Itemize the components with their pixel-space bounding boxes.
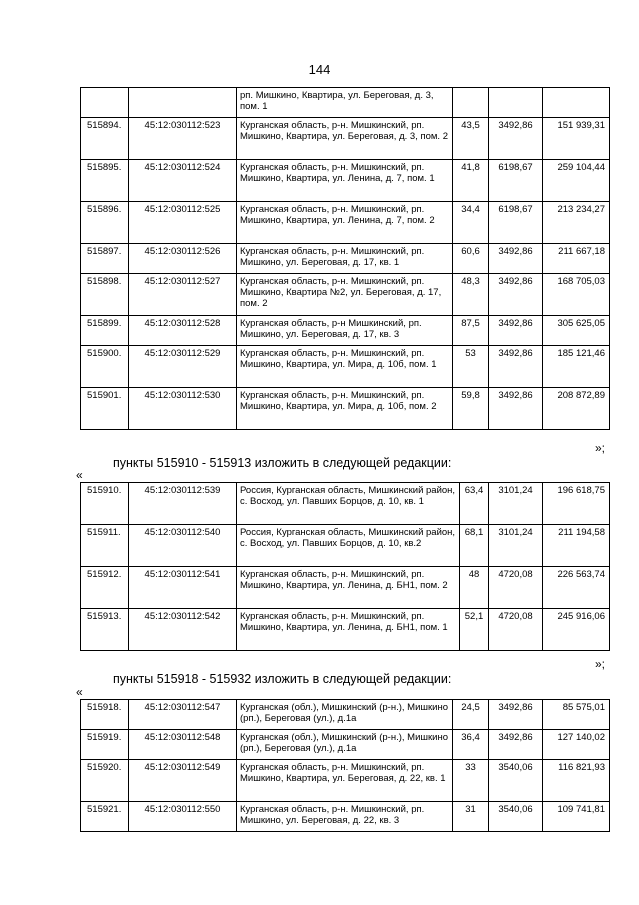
area: 48,3 — [453, 274, 489, 316]
cadastral-number: 45:12:030112:547 — [129, 700, 237, 730]
row-number: 515894. — [81, 118, 129, 160]
unit-value: 3540,06 — [489, 760, 543, 802]
address: рп. Мишкино, Квартира, ул. Береговая, д. 3, пом. 1 — [237, 88, 453, 118]
unit-value: 3492,86 — [489, 118, 543, 160]
cadastral-number: 45:12:030112:529 — [129, 346, 237, 388]
unit-value: 3492,86 — [489, 388, 543, 430]
cadastral-number: 45:12:030112:530 — [129, 388, 237, 430]
address: Курганская область, р-н. Мишкинский, рп. Мишкино, Квартира, ул. Ленина, д. БН1, пом. 2 — [237, 567, 460, 609]
cadastral-value: 196 618,75 — [543, 483, 610, 525]
unit-value: 3492,86 — [489, 346, 543, 388]
table-row — [81, 88, 610, 118]
address: Курганская область, р-н. Мишкинский, рп. Мишкино, Квартира, ул. Мира, д. 10б, пом. 2 — [237, 388, 453, 430]
cadastral-value: 185 121,46 — [543, 346, 610, 388]
row-number: 515899. — [81, 316, 129, 346]
cadastral-value: 208 872,89 — [543, 388, 610, 430]
cadastral-number: 45:12:030112:528 — [129, 316, 237, 346]
row-number: 515918. — [81, 700, 129, 730]
cadastral-number: 45:12:030112:541 — [129, 567, 237, 609]
row-number: 515920. — [81, 760, 129, 802]
cadastral-value: 305 625,05 — [543, 316, 610, 346]
table-row — [81, 525, 610, 567]
table-row — [81, 316, 610, 346]
area: 48 — [460, 567, 489, 609]
area: 33 — [453, 760, 489, 802]
area: 60,6 — [453, 244, 489, 274]
table-row — [81, 244, 610, 274]
unit-value: 3540,06 — [489, 802, 543, 832]
unit-value: 3492,86 — [489, 274, 543, 316]
row-number: 515912. — [81, 567, 129, 609]
cadastral-value: 213 234,27 — [543, 202, 610, 244]
address: Курганская область, р-н. Мишкинский, рп. Мишкино, Квартира, ул. Ленина, д. 7, пом. 1 — [237, 160, 453, 202]
cadastral-number: 45:12:030112:525 — [129, 202, 237, 244]
table-row — [81, 802, 610, 832]
area: 24,5 — [453, 700, 489, 730]
address: Россия, Курганская область, Мишкинский район, с. Восход, ул. Павших Борцов, д. 10, кв.2 — [237, 525, 460, 567]
address: Курганская область, р-н Мишкинский, рп. Мишкино, ул. Береговая, д. 17, кв. 3 — [237, 316, 453, 346]
address: Курганская область, р-н. Мишкинский, рп. Мишкино, Квартира, ул. Ленина, д. 7, пом. 2 — [237, 202, 453, 244]
unit-value: 3492,86 — [489, 244, 543, 274]
registry-table-1 — [80, 87, 610, 430]
cadastral-value: 109 741,81 — [543, 802, 610, 832]
area: 41,8 — [453, 160, 489, 202]
address: Курганская (обл.), Мишкинский (р-н.), Мишкино (рп.), Береговая (ул.), д.1а — [237, 730, 453, 760]
row-number: 515921. — [81, 802, 129, 832]
cadastral-number: 45:12:030112:540 — [129, 525, 237, 567]
opening-quote: « — [76, 468, 83, 482]
address: Курганская область, р-н. Мишкинский, рп. Мишкино, Квартира, ул. Мира, д. 10б, пом. 1 — [237, 346, 453, 388]
unit-value: 3101,24 — [489, 483, 543, 525]
cadastral-number — [129, 88, 237, 118]
unit-value: 4720,08 — [489, 609, 543, 651]
cadastral-number: 45:12:030112:542 — [129, 609, 237, 651]
row-number: 515901. — [81, 388, 129, 430]
table-row — [81, 483, 610, 525]
table-row — [81, 160, 610, 202]
area — [453, 88, 489, 118]
table-row — [81, 609, 610, 651]
row-number: 515919. — [81, 730, 129, 760]
unit-value: 4720,08 — [489, 567, 543, 609]
unit-value — [489, 88, 543, 118]
table-row — [81, 730, 610, 760]
area: 52,1 — [460, 609, 489, 651]
address: Курганская (обл.), Мишкинский (р-н.), Мишкино (рп.), Береговая (ул.), д.1а — [237, 700, 453, 730]
area: 63,4 — [460, 483, 489, 525]
table-row — [81, 274, 610, 316]
row-number — [81, 88, 129, 118]
cadastral-number: 45:12:030112:526 — [129, 244, 237, 274]
table-row — [81, 118, 610, 160]
unit-value: 3492,86 — [489, 316, 543, 346]
cadastral-value — [543, 88, 610, 118]
registry-table-2 — [80, 482, 610, 651]
row-number: 515910. — [81, 483, 129, 525]
area: 59,8 — [453, 388, 489, 430]
area: 43,5 — [453, 118, 489, 160]
cadastral-value: 168 705,03 — [543, 274, 610, 316]
closing-quote: »; — [595, 441, 606, 455]
cadastral-value: 259 104,44 — [543, 160, 610, 202]
address: Курганская область, р-н. Мишкинский, рп. Мишкино, ул. Береговая, д. 22, кв. 3 — [237, 802, 453, 832]
area: 36,4 — [453, 730, 489, 760]
area: 34,4 — [453, 202, 489, 244]
cadastral-number: 45:12:030112:549 — [129, 760, 237, 802]
cadastral-value: 127 140,02 — [543, 730, 610, 760]
row-number: 515913. — [81, 609, 129, 651]
area: 87,5 — [453, 316, 489, 346]
cadastral-value: 116 821,93 — [543, 760, 610, 802]
cadastral-number: 45:12:030112:527 — [129, 274, 237, 316]
address: Курганская область, р-н. Мишкинский, рп. Мишкино, Квартира, ул. Береговая, д. 22, кв. 1 — [237, 760, 453, 802]
row-number: 515896. — [81, 202, 129, 244]
unit-value: 3492,86 — [489, 730, 543, 760]
cadastral-number: 45:12:030112:548 — [129, 730, 237, 760]
table-row — [81, 567, 610, 609]
cadastral-value: 226 563,74 — [543, 567, 610, 609]
row-number: 515897. — [81, 244, 129, 274]
address: Россия, Курганская область, Мишкинский район, с. Восход, ул. Павших Борцов, д. 10, кв. 1 — [237, 483, 460, 525]
cadastral-number: 45:12:030112:524 — [129, 160, 237, 202]
closing-quote: »; — [595, 657, 606, 671]
unit-value: 6198,67 — [489, 160, 543, 202]
cadastral-value: 245 916,06 — [543, 609, 610, 651]
area: 31 — [453, 802, 489, 832]
row-number: 515911. — [81, 525, 129, 567]
amendment-instruction: пункты 515910 - 515913 изложить в следующей редакции: — [113, 456, 452, 470]
cadastral-value: 85 575,01 — [543, 700, 610, 730]
cadastral-value: 151 939,31 — [543, 118, 610, 160]
opening-quote: « — [76, 685, 83, 699]
cadastral-number: 45:12:030112:523 — [129, 118, 237, 160]
row-number: 515900. — [81, 346, 129, 388]
amendment-instruction: пункты 515918 - 515932 изложить в следующей редакции: — [113, 672, 452, 686]
area: 68,1 — [460, 525, 489, 567]
registry-table-3 — [80, 699, 610, 832]
page-number: 144 — [308, 62, 331, 77]
table-row — [81, 346, 610, 388]
address: Курганская область, р-н. Мишкинский, рп. Мишкино, Квартира, ул. Береговая, д. 3, пом. 2 — [237, 118, 453, 160]
row-number: 515898. — [81, 274, 129, 316]
cadastral-value: 211 194,58 — [543, 525, 610, 567]
address: Курганская область, р-н. Мишкинский, рп. Мишкино, Квартира №2, ул. Береговая, д. 17, пом. 2 — [237, 274, 453, 316]
table-row — [81, 760, 610, 802]
address: Курганская область, р-н. Мишкинский, рп. Мишкино, ул. Береговая, д. 17, кв. 1 — [237, 244, 453, 274]
unit-value: 3492,86 — [489, 700, 543, 730]
table-row — [81, 700, 610, 730]
table-row — [81, 388, 610, 430]
unit-value: 3101,24 — [489, 525, 543, 567]
row-number: 515895. — [81, 160, 129, 202]
cadastral-number: 45:12:030112:539 — [129, 483, 237, 525]
area: 53 — [453, 346, 489, 388]
cadastral-number: 45:12:030112:550 — [129, 802, 237, 832]
table-row — [81, 202, 610, 244]
unit-value: 6198,67 — [489, 202, 543, 244]
address: Курганская область, р-н. Мишкинский, рп. Мишкино, Квартира, ул. Ленина, д. БН1, пом. 1 — [237, 609, 460, 651]
cadastral-value: 211 667,18 — [543, 244, 610, 274]
